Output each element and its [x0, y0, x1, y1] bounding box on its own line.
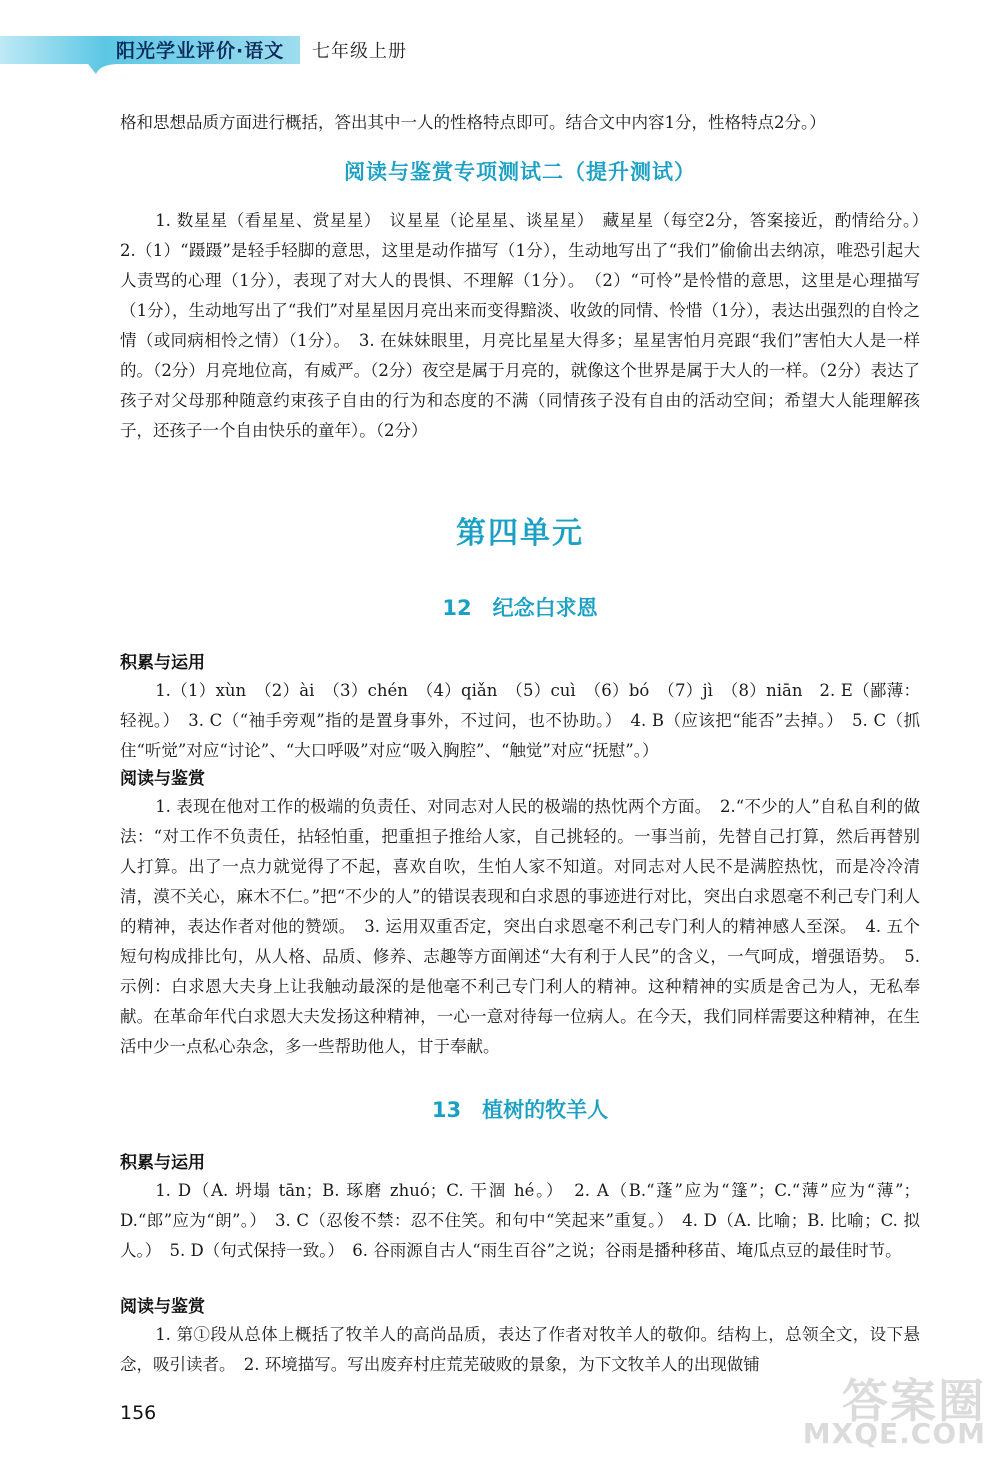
lesson13-accum-text: 1. D（A. 坍塌 tān；B. 琢磨 zhuó；C. 干涸 hé。） 2. A（B.“蓬”应为“篷”；C.“薄”应为“薄”；D.“郎”应为“朗”。） 3. C（忍俊不禁：忍不住笑。和句中“笑起来”重复。） 4. D（A. 比喻；B. 比喻；C. 拟人。） 5. D（句式保持一致。） 6. 谷雨源自古人“雨生百谷”之说；谷雨是播种移苗、埯瓜点豆的最佳时节。: [120, 1181, 920, 1260]
lesson12-read-label: 阅读与鉴赏: [120, 769, 205, 789]
lesson12-read-text: 1. 表现在他对工作的极端的负责任、对同志对人民的极端的热忱两个方面。 2.“不少的人”自私自利的做法：“对工作不负责任，拈轻怕重，把重担子推给人家，自己挑轻的。一事当前，先替自己打算，然后再替别人打算。出了一点力就觉得了不起，喜欢自吹，生怕人家不知道。对同志对人民不是满腔热忱，而是冷冷清清，漠不关心，麻木不仁。”把“不少的人”的错误表现和白求恩的事迹进行对比，突出白求恩毫不利己专门利人的精神，表达作者对他的赞颂。 3. 运用双重否定，突出白求恩毫不利己专门利人的精神感人至深。 4. 五个短句构成排比句，从人格、品质、修养、志趣等方面阐述“大有利于人民”的含义，一气呵成，增强语势。 5. 示例：白求恩大夫身上让我触动最深的是他毫不利己专门利人的精神。这种精神的实质是舍己为人，无私奉献。在革命年代白求恩大夫发扬这种精神，一心一意对待每一位病人。在今天，我们同样需要这种精神，在生活中少一点私心杂念，多一些帮助他人，甘于奉献。: [120, 797, 920, 1056]
page-number: 156: [120, 1402, 157, 1424]
unit-heading: 第四单元: [456, 516, 584, 551]
test2-heading: 阅读与鉴赏专项测试二（提升测试）: [344, 160, 696, 184]
watermark-bottom-text: MXQE.COM: [802, 1417, 986, 1450]
header-title: 阳光学业评价·语文: [116, 40, 285, 62]
lesson13-read-text: 1. 第①段从总体上概括了牧羊人的高尚品质，表达了作者对牧羊人的敬仰。结构上，总领全文，设下悬念，吸引读者。 2. 环境描写。写出废弃村庄荒芜破败的景象，为下文牧羊人的出现做铺: [120, 1325, 920, 1374]
intro-paragraph: [120, 108, 920, 138]
lesson12-accum-body: [120, 676, 920, 766]
lesson12-accum-text: 1.（1）xùn （2）ài （3）chén （4）qiǎn （5）cuì （6）bó （7）jì （8）niān 2. E（鄙薄：轻视。） 3. C（“袖手旁观”指的是置身事外，不过问，也不协助。） 4. B（应该把“能否”去掉。） 5. C（抓住“听觉”对应“讨论”、“大口呼吸”对应“吸入胸腔”、“触觉”对应“抚慰”。）: [120, 681, 920, 760]
lesson12-accum-label: 积累与运用: [120, 653, 205, 673]
lesson13-heading: 13 植树的牧羊人: [431, 1098, 609, 1122]
watermark-logo: [786, 1365, 986, 1455]
watermark-top-text: 答案圈: [842, 1374, 986, 1428]
intro-text: 格和思想品质方面进行概括，答出其中一人的性格特点即可。结合文中内容1分，性格特点2分。）: [120, 113, 826, 132]
test2-body: [120, 206, 937, 446]
lesson13-accum-label: 积累与运用: [120, 1153, 205, 1173]
lesson13-accum-body: [120, 1176, 920, 1266]
lesson12-heading: 12 纪念白求恩: [442, 596, 598, 620]
header-grade: 七年级上册: [312, 41, 407, 62]
lesson12-read-body: [120, 792, 920, 1062]
test2-text: 1. 数星星（看星星、赏星星） 议星星（论星星、谈星星） 藏星星（每空2分，答案接近，酌情给分。） 2.（1）“蹑蹑”是轻手轻脚的意思，这里是动作描写（1分），生动地写出了“我们”偷偷出去纳凉，唯恐引起大人责骂的心理（1分），表现了对大人的畏惧、不理解（1分）。 （2）“可怜”是怜惜的意思，这里是心理描写（1分），生动地写出了“我们”对星星因月亮出来而变得黯淡、收敛的同情、怜惜（1分），表达出强烈的自怜之情（或同病相怜之情）（1分）。 3. 在妹妹眼里，月亮比星星大得多；星星害怕月亮跟“我们”害怕大人是一样的。（2分）月亮地位高，有威严。（2分）夜空是属于月亮的，就像这个世界是属于大人的一样。（2分）表达了孩子对父母那种随意约束孩子自由的行为和态度的不满（同情孩子没有自由的活动空间；希望大人能理解孩子，还孩子一个自由快乐的童年）。（2分）: [120, 211, 937, 440]
lesson13-read-label: 阅读与鉴赏: [120, 1297, 205, 1317]
